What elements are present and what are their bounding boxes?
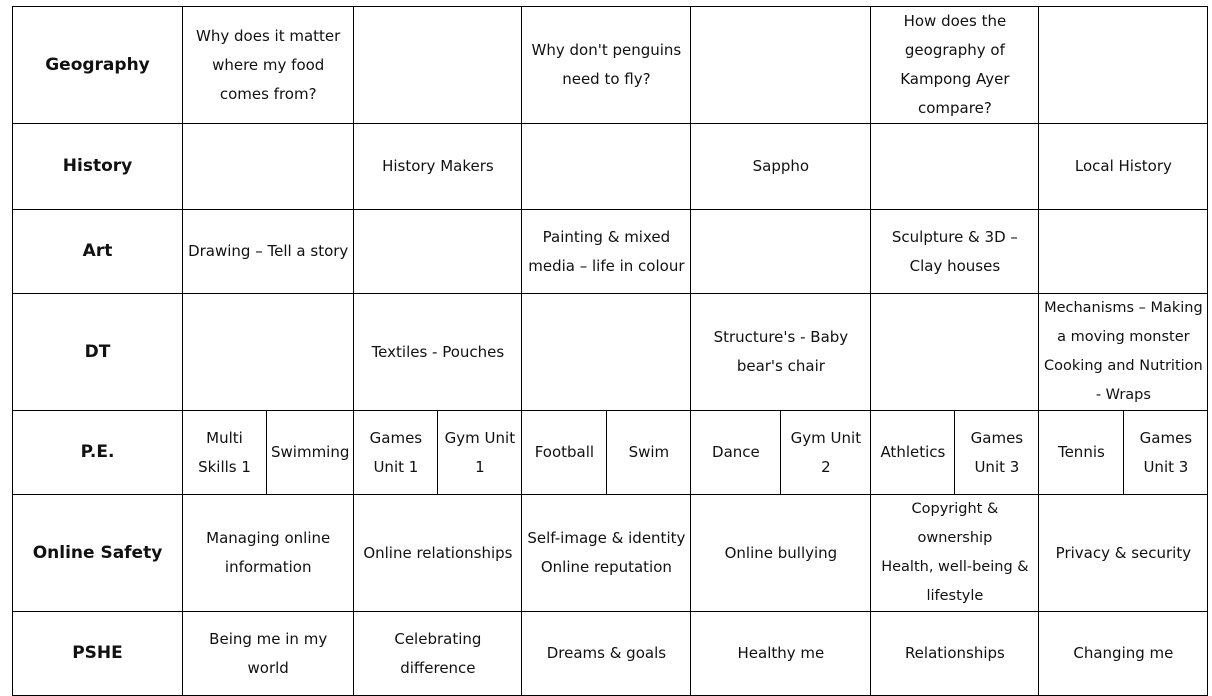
curriculum-map	[12, 6, 1208, 696]
online-safety-topic-3	[522, 495, 691, 612]
pe-unit-1b: Swimming	[267, 411, 354, 495]
dt-empty-1	[183, 294, 354, 411]
history-empty-3	[522, 124, 691, 210]
geography-empty-4	[691, 7, 871, 124]
geography-topic-1: Why does it matter where my food comes from?	[183, 7, 354, 124]
history-topic-2: History Makers	[354, 124, 522, 210]
geography-empty-2	[354, 7, 522, 124]
history-empty-1	[183, 124, 354, 210]
curriculum-table	[12, 6, 1208, 696]
geography-empty-6	[1039, 7, 1208, 124]
table-row	[13, 124, 1208, 210]
pe-unit-4b: Gym Unit 2	[781, 411, 871, 495]
history-empty-5	[871, 124, 1039, 210]
subject-history: History	[13, 124, 183, 210]
art-topic-3: Painting & mixed media – life in colour	[522, 210, 691, 294]
online-safety-topic-1: Managing online information	[183, 495, 354, 612]
art-topic-1: Drawing – Tell a story	[183, 210, 354, 294]
pe-unit-3a: Football	[522, 411, 607, 495]
table-row	[13, 411, 1208, 495]
dt-empty-3	[522, 294, 691, 411]
art-empty-6	[1039, 210, 1208, 294]
pshe-topic-3: Dreams & goals	[522, 612, 691, 696]
pe-unit-2b: Gym Unit 1	[438, 411, 522, 495]
table-row	[13, 7, 1208, 124]
pe-unit-4a: Dance	[691, 411, 781, 495]
pe-unit-3b: Swim	[607, 411, 691, 495]
pe-unit-5b: Games Unit 3	[955, 411, 1039, 495]
table-row	[13, 612, 1208, 696]
subject-pshe: PSHE	[13, 612, 183, 696]
dt-topic-4: Structure's - Baby bear's chair	[691, 294, 871, 411]
art-topic-5: Sculpture & 3D – Clay houses	[871, 210, 1039, 294]
dt-topic-6	[1039, 294, 1208, 411]
dt-empty-5	[871, 294, 1039, 411]
online-safety-topic-5	[871, 495, 1039, 612]
pshe-topic-6: Changing me	[1039, 612, 1208, 696]
online-safety-topic-5b: Health, well-being & lifestyle	[881, 559, 1029, 604]
online-safety-topic-6: Privacy & security	[1039, 495, 1208, 612]
geography-topic-5: How does the geography of Kampong Ayer compare?	[871, 7, 1039, 124]
pe-unit-5a: Athletics	[871, 411, 955, 495]
pshe-topic-2: Celebrating difference	[354, 612, 522, 696]
pe-unit-2a: Games Unit 1	[354, 411, 438, 495]
subject-geography: Geography	[13, 7, 183, 124]
pshe-topic-4: Healthy me	[691, 612, 871, 696]
history-topic-4: Sappho	[691, 124, 871, 210]
dt-topic-6b: Cooking and Nutrition - Wraps	[1044, 358, 1203, 403]
subject-dt: DT	[13, 294, 183, 411]
online-safety-topic-4: Online bullying	[691, 495, 871, 612]
dt-topic-6a: Mechanisms – Making a moving monster	[1044, 300, 1203, 345]
pe-unit-6a: Tennis	[1039, 411, 1124, 495]
pe-unit-6b: Games Unit 3	[1124, 411, 1208, 495]
pshe-topic-1: Being me in my world	[183, 612, 354, 696]
geography-topic-3: Why don't penguins need to fly?	[522, 7, 691, 124]
pe-unit-1a: Multi Skills 1	[183, 411, 267, 495]
art-empty-4	[691, 210, 871, 294]
table-row	[13, 495, 1208, 612]
dt-topic-2: Textiles - Pouches	[354, 294, 522, 411]
table-row	[13, 210, 1208, 294]
table-row	[13, 294, 1208, 411]
subject-pe: P.E.	[13, 411, 183, 495]
online-safety-topic-3b: Online reputation	[540, 558, 672, 576]
subject-online-safety: Online Safety	[13, 495, 183, 612]
art-empty-2	[354, 210, 522, 294]
online-safety-topic-2: Online relationships	[354, 495, 522, 612]
online-safety-topic-3a: Self-image & identity	[527, 529, 686, 547]
subject-art: Art	[13, 210, 183, 294]
online-safety-topic-5a: Copyright & ownership	[911, 501, 999, 546]
pshe-topic-5: Relationships	[871, 612, 1039, 696]
history-topic-6: Local History	[1039, 124, 1208, 210]
